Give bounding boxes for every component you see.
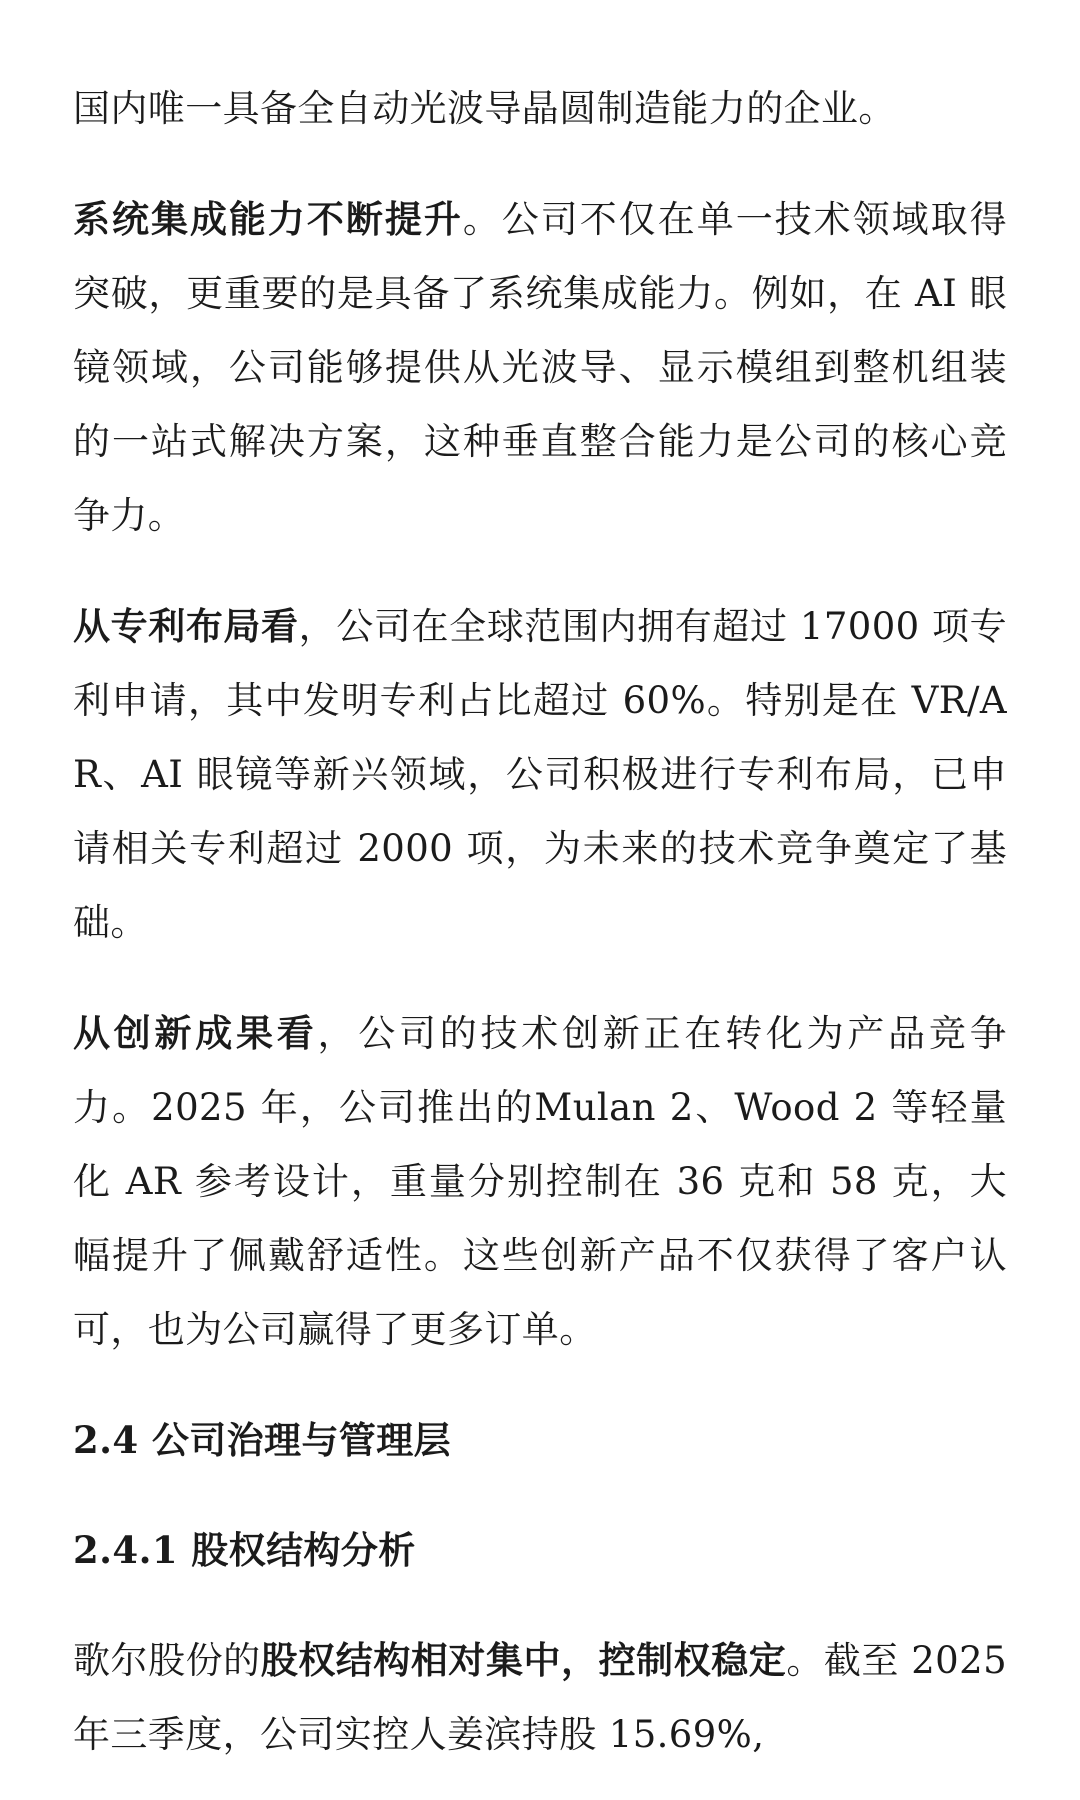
paragraph-5-pre: 歌尔股份的 <box>73 1639 261 1682</box>
paragraph-1-text: 国内唯一具备全自动光波导晶圆制造能力的企业。 <box>73 87 896 130</box>
paragraph-5 <box>73 1623 1007 1772</box>
section-heading-2-4: 2.4 公司治理与管理层 <box>73 1418 452 1462</box>
paragraph-5-text: 。截至 2025 年三季度，公司实控人姜滨持股 15.69%, <box>73 1639 1008 1756</box>
paragraph-gap <box>73 1587 1007 1623</box>
paragraph-gap <box>73 553 1007 589</box>
paragraph-5-lead: 股权结构相对集中，控制权稳定 <box>260 1638 787 1682</box>
paragraph-3-lead: 从专利布局看 <box>73 604 299 648</box>
paragraph-3-text: ，公司在全球范围内拥有超过 17000 项专利申请，其中发明专利占比超过 60%。特别是在 VR/AR、AI 眼镜等新兴领域，公司积极进行专利布局，已申请相关专利超过 2000 项，为未来的技术竞争奠定了基础。 <box>73 605 1007 944</box>
section-heading-2-4-1: 2.4.1 股权结构分析 <box>73 1528 416 1572</box>
paragraph-3 <box>73 589 1007 960</box>
paragraph-1 <box>73 72 1007 146</box>
paragraph-2-lead: 系统集成能力不断提升 <box>73 197 463 241</box>
paragraph-4-text: ，公司的技术创新正在转化为产品竞争力。2025 年，公司推出的Mulan 2、Wood 2 等轻量化 AR 参考设计，重量分别控制在 36 克和 58 克，大幅提升了佩戴舒适性。这些创新产品不仅获得了客户认可，也为公司赢得了更多订单。 <box>73 1012 1007 1351</box>
paragraph-gap <box>73 146 1007 182</box>
paragraph-4-lead: 从创新成果看 <box>73 1011 318 1055</box>
paragraph-gap <box>73 1367 1007 1403</box>
paragraph-gap <box>73 960 1007 996</box>
paragraph-2 <box>73 182 1007 553</box>
paragraph-2-text: 。公司不仅在单一技术领域取得突破，更重要的是具备了系统集成能力。例如，在 AI 眼镜领域，公司能够提供从光波导、显示模组到整机组装的一站式解决方案，这种垂直整合能力是公司的核心竞争力。 <box>73 198 1007 537</box>
paragraph-gap <box>73 1477 1007 1513</box>
paragraph-4 <box>73 996 1007 1367</box>
